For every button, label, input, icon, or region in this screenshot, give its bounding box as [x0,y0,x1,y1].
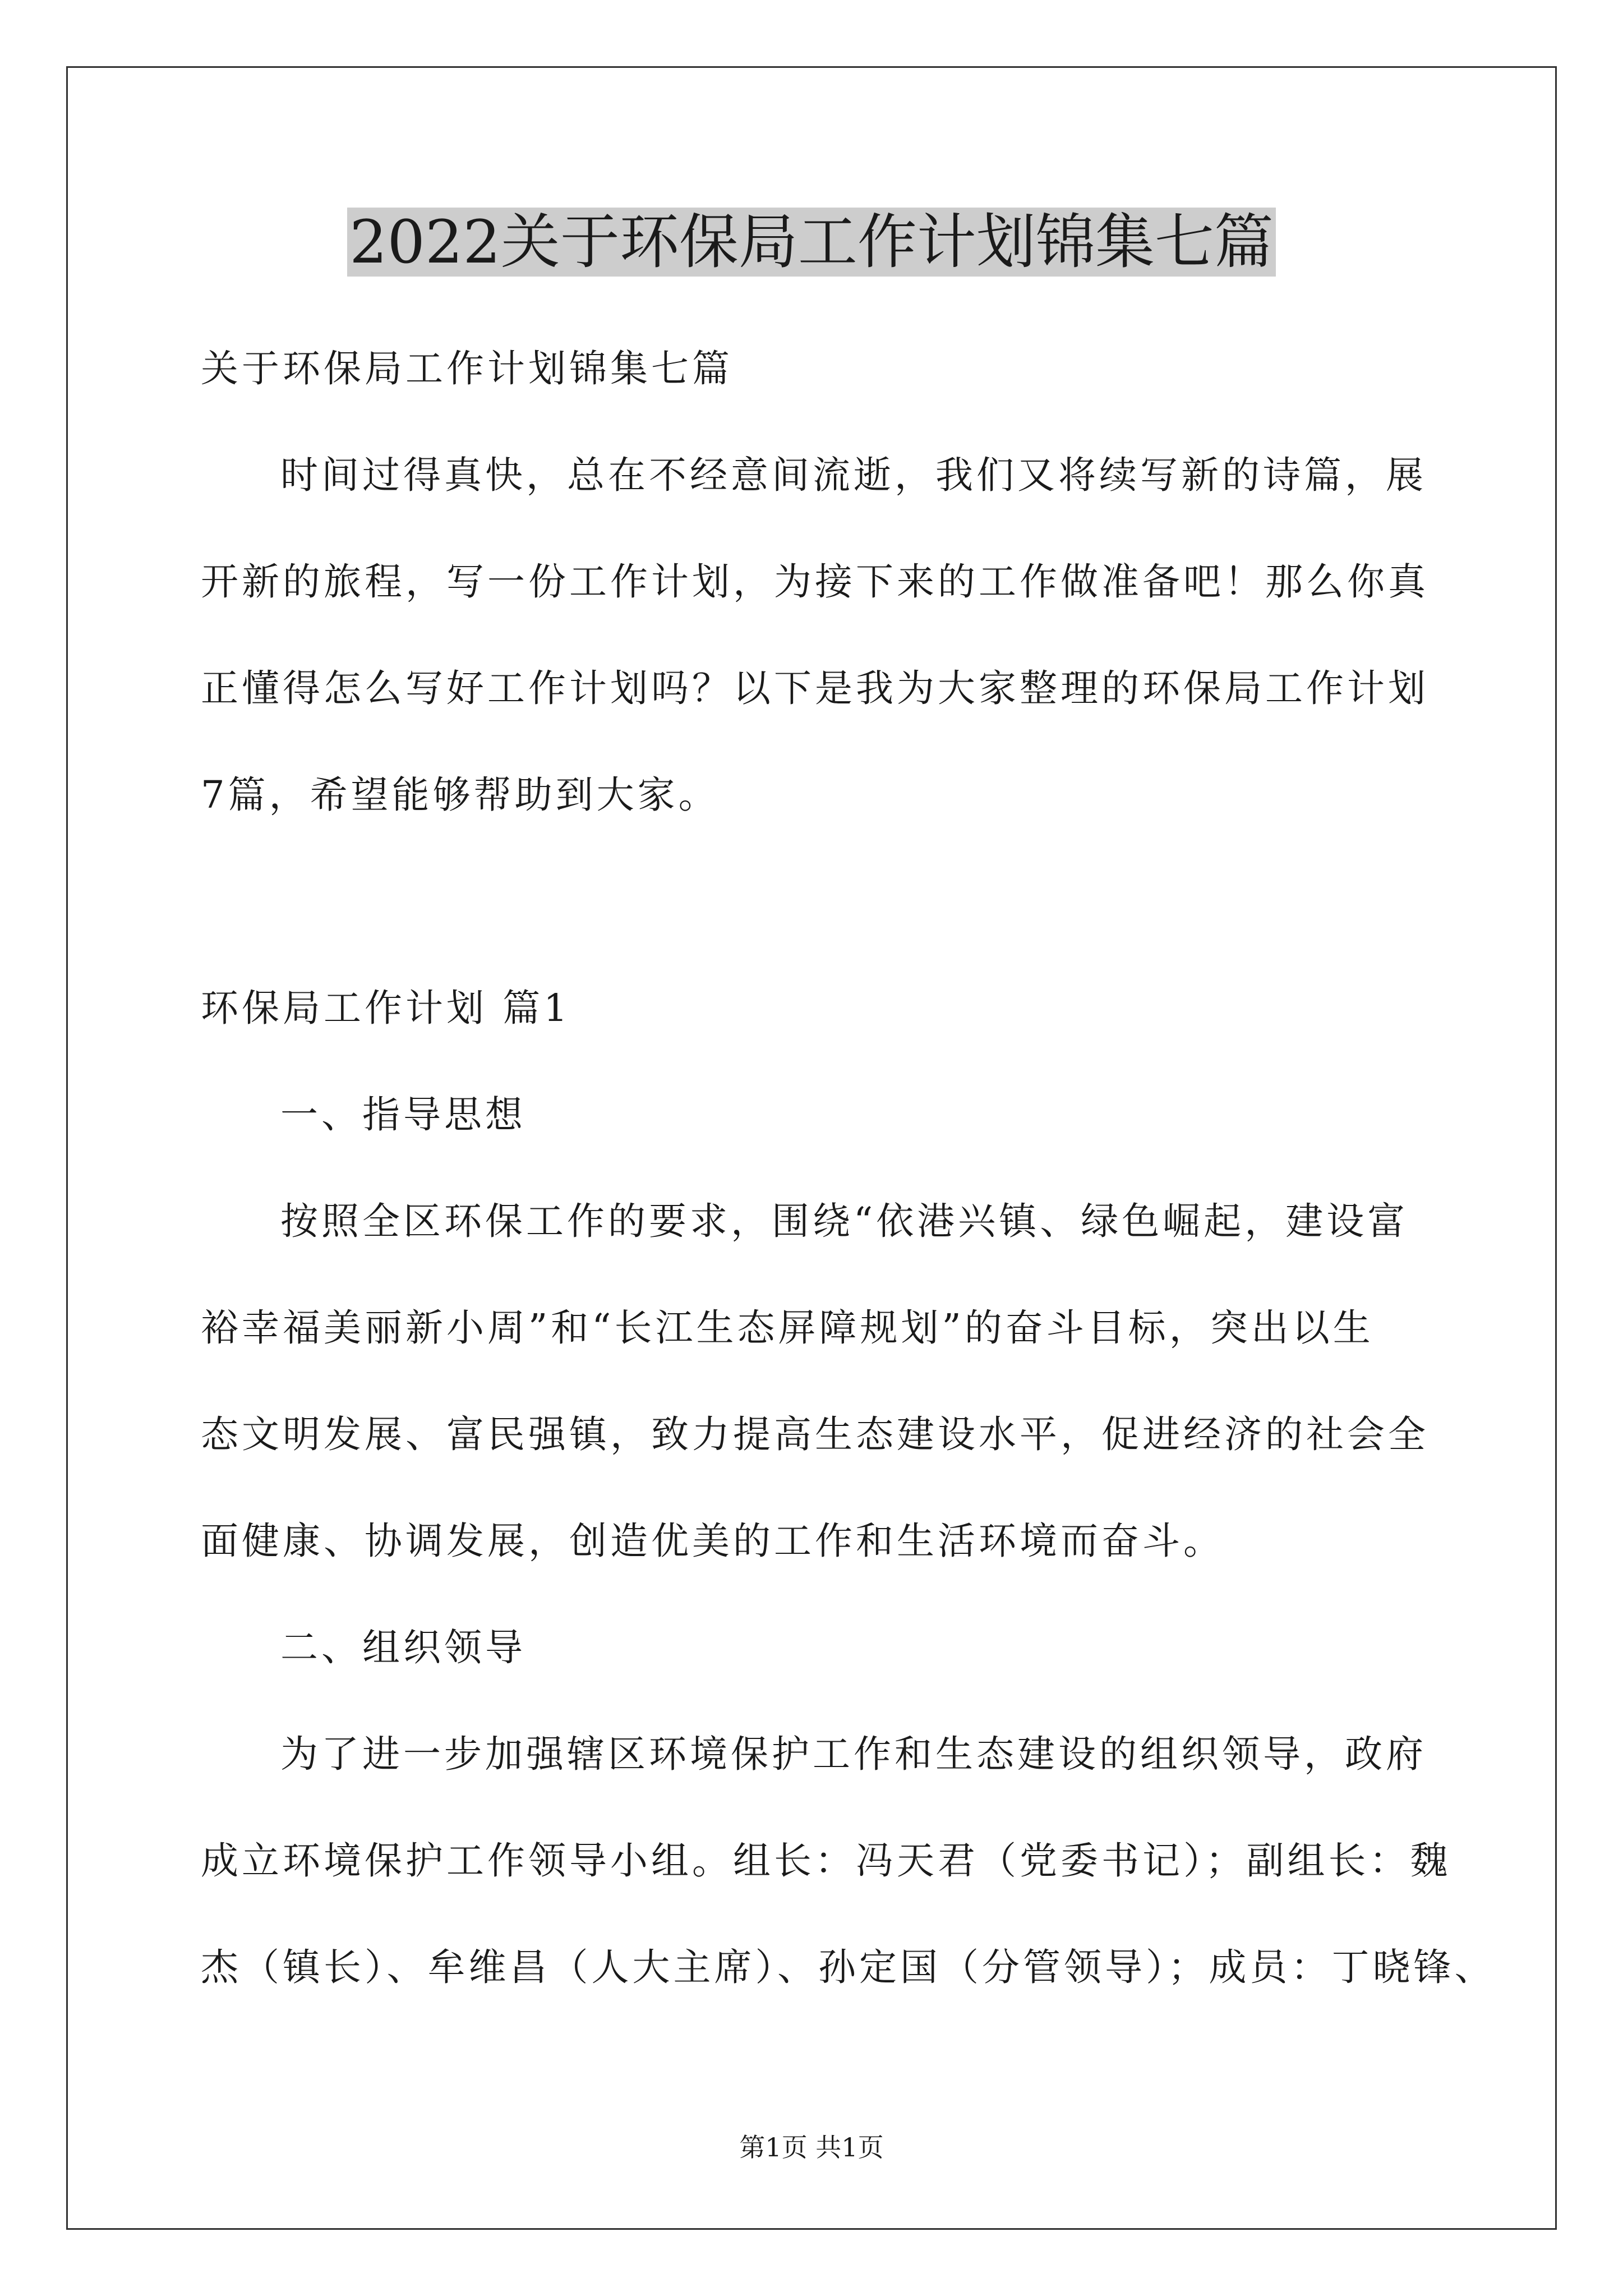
heading-organization: 二、组织领导 [280,1626,526,1669]
intro-line: 开新的旅程，写一份工作计划，为接下来的工作做准备吧！那么你真 [201,560,1429,604]
paragraph-line: 按照全区环保工作的要求，围绕“依港兴镇、绿色崛起，建设富 [280,1199,1409,1243]
page-footer: 第1页 共1页 [739,2132,884,2162]
section-title: 环保局工作计划 篇1 [201,986,571,1030]
intro-line: 7篇，希望能够帮助到大家。 [201,773,720,817]
paragraph-line: 态文明发展、富民强镇，致力提高生态建设水平，促进经济的社会全 [201,1412,1429,1456]
paragraph-line: 裕幸福美丽新小周”和“长江生态屏障规划”的奋斗目标，突出以生 [201,1306,1374,1350]
paragraph-line: 杰（镇长）、牟维昌（人大主席）、孙定国（分管领导）；成员：丁晓锋、 [201,1945,1496,1989]
paragraph-line: 成立环境保护工作领导小组。组长：冯天君（党委书记）；副组长：魏 [201,1839,1451,1883]
paragraph-line: 面健康、协调发展，创造优美的工作和生活环境而奋斗。 [201,1519,1224,1563]
document-body [201,315,1496,2021]
intro-line: 正懂得怎么写好工作计划吗？以下是我为大家整理的环保局工作计划 [201,666,1429,710]
paragraph-line: 为了进一步加强辖区环境保护工作和生态建设的组织领导，政府 [280,1732,1427,1776]
heading-guiding-ideology: 一、指导思想 [280,1093,526,1137]
document-subtitle: 关于环保局工作计划锦集七篇 [201,347,733,390]
intro-line: 时间过得真快，总在不经意间流逝，我们又将续写新的诗篇，展 [280,453,1427,497]
document-title: 2022关于环保局工作计划锦集七篇 [0,203,1623,282]
spacer [201,848,1424,955]
